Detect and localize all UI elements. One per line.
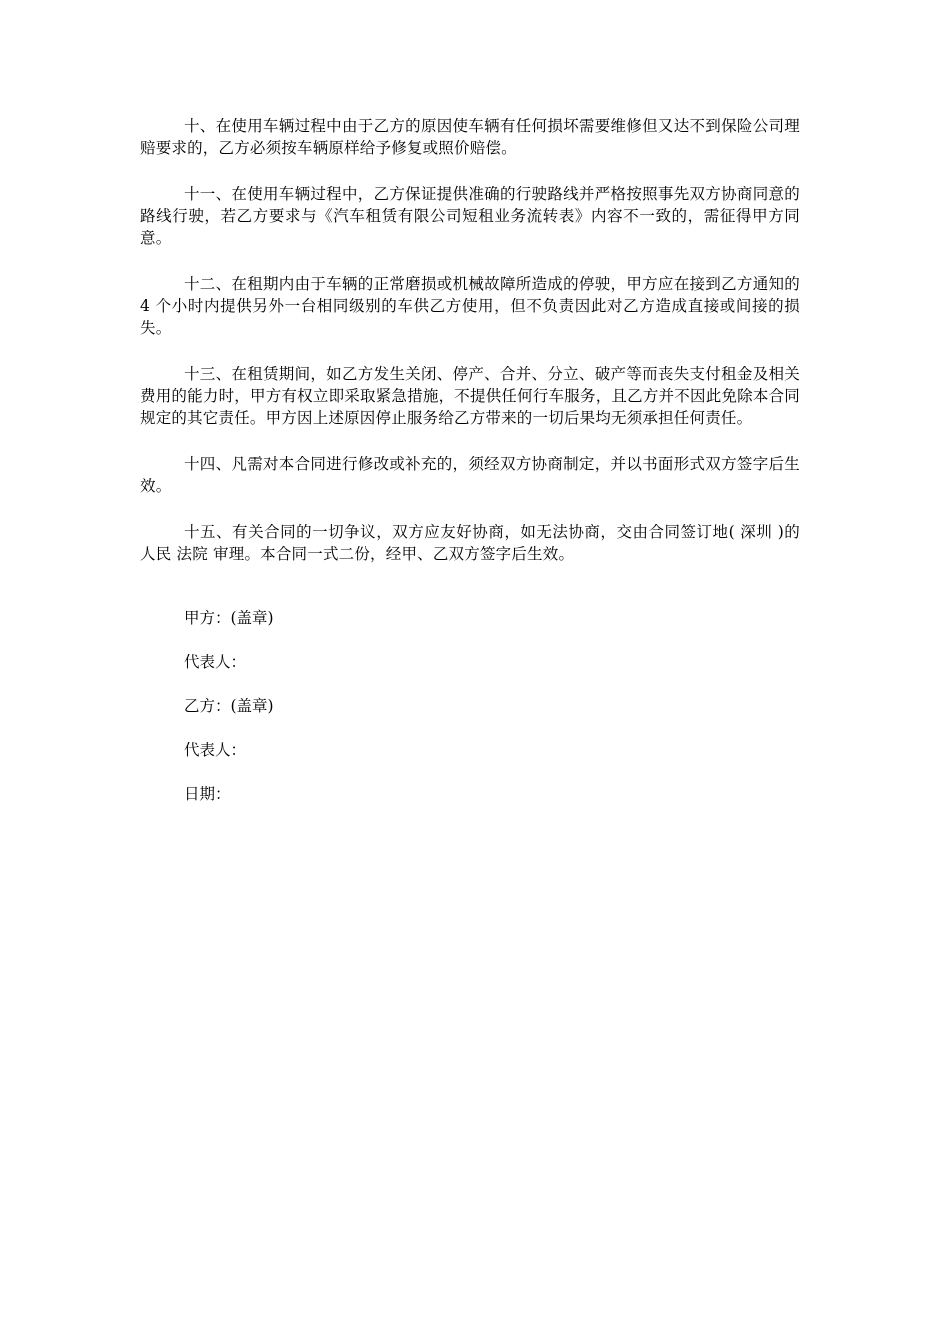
clause-11: 十一、在使用车辆过程中，乙方保证提供准确的行驶路线并严格按照事先双方协商同意的路线行驶，若乙方要求与《汽车租赁有限公司短租业务流转表》内容不一致的，需征得甲方同意。 [140, 185, 800, 247]
party-a-representative: 代表人： [184, 653, 247, 671]
signature-block [140, 607, 800, 805]
clause-12: 十二、在租期内由于车辆的正常磨损或机械故障所造成的停驶，甲方应在接到乙方通知的 4 个小时内提供另外一台相同级别的车供乙方使用，但不负责因此对乙方造成直接或间接的损失。 [140, 275, 800, 337]
clause-14: 十四、凡需对本合同进行修改或补充的，须经双方协商制定，并以书面形式双方签字后生效。 [140, 455, 800, 495]
signing-date: 日期： [184, 785, 231, 803]
party-b-seal: 乙方：(盖章) [184, 697, 274, 715]
contract-page [140, 115, 800, 827]
clause-15: 十五、有关合同的一切争议，双方应友好协商，如无法协商，交由合同签订地( 深圳 )的人民 法院 审理。本合同一式二份，经甲、乙双方签字后生效。 [140, 523, 800, 563]
party-b-representative: 代表人： [184, 741, 247, 759]
clause-13: 十三、在租赁期间，如乙方发生关闭、停产、合并、分立、破产等而丧失支付租金及相关费用的能力时，甲方有权立即采取紧急措施，不提供任何行车服务，且乙方并不因此免除本合同规定的其它责任。甲方因上述原因停止服务给乙方带来的一切后果均无须承担任何责任。 [140, 365, 800, 427]
party-a-seal: 甲方：(盖章) [184, 609, 274, 627]
clause-10: 十、在使用车辆过程中由于乙方的原因使车辆有任何损坏需要维修但又达不到保险公司理赔要求的，乙方必须按车辆原样给予修复或照价赔偿。 [140, 117, 800, 157]
